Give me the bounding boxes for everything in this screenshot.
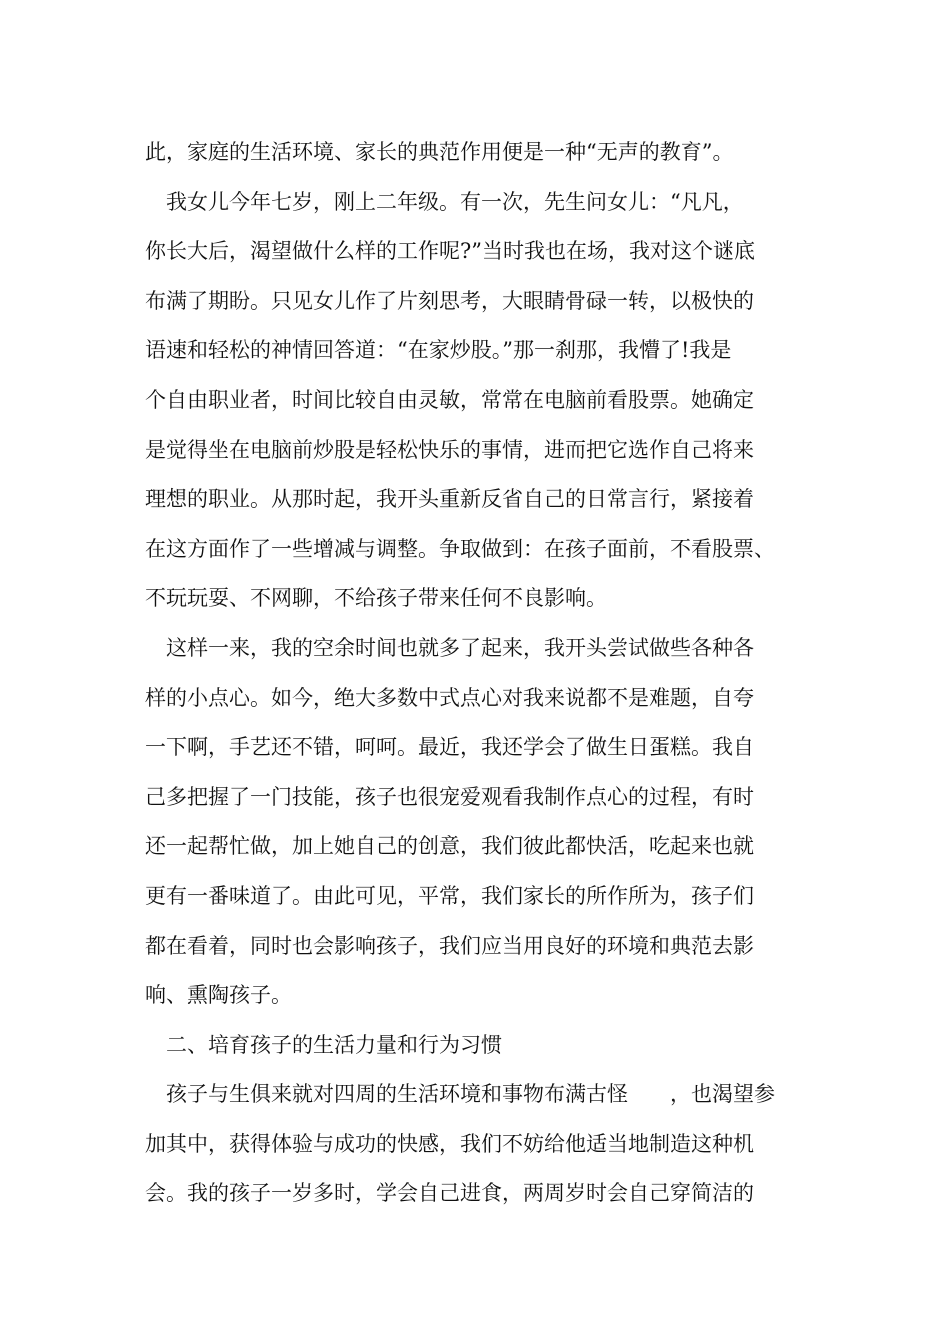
text-line: 此，家庭的生活环境、家长的典范作用便是一种“无声的教育”。 — [145, 140, 734, 164]
text-line: 在这方面作了一些增减与调整。争取做到：在孩子面前，不看股票、 — [145, 536, 775, 561]
section-heading: 二、培育孩子的生活力量和行为习惯 — [166, 1032, 502, 1057]
text-line: 样的小点心。如今，绝大多数中式点心对我来说都不是难题，自夸 — [145, 685, 754, 710]
text-line: 己多把握了一门技能，孩子也很宠爱观看我制作点心的过程，有时 — [145, 784, 754, 809]
text-line: 响、熏陶孩子。 — [145, 983, 292, 1008]
text-line: 加其中，获得体验与成功的快感，我们不妨给他适当地制造这种机 — [145, 1131, 754, 1156]
document-body — [145, 128, 835, 1219]
text-line: 布满了期盼。只见女儿作了片刻思考，大眼睛骨碌一转，以极快的 — [145, 288, 754, 313]
text-line: 个自由职业者，时间比较自由灵敏，常常在电脑前看股票。她确定 — [145, 387, 754, 412]
text-line: 一下啊，手艺还不错，呵呵。最近，我还学会了做生日蛋糕。我自 — [145, 735, 754, 760]
text-line: 还一起帮忙做，加上她自己的创意，我们彼此都快活，吃起来也就 — [145, 834, 754, 859]
text-line: 都在看着，同时也会影响孩子，我们应当用良好的环境和典范去影 — [145, 933, 754, 958]
text-line: 语速和轻松的神情回答道：“在家炒股。”那一刹那，我懵了!我是 — [145, 338, 732, 363]
text-line: 会。我的孩子一岁多时，学会自己进食，两周岁时会自己穿简洁的 — [145, 1181, 754, 1206]
text-line: 你长大后，渴望做什么样的工作呢?”当时我也在场，我对这个谜底 — [145, 239, 755, 264]
text-line: 理想的职业。从那时起，我开头重新反省自己的日常言行，紧接着 — [145, 487, 754, 512]
paragraph-start-line: 这样一来，我的空余时间也就多了起来，我开头尝试做些各种各 — [166, 635, 754, 660]
paragraph-start-line: 我女儿今年七岁，刚上二年级。有一次，先生问女儿：“凡凡， — [166, 189, 744, 214]
text-line: 不玩玩耍、不网聊，不给孩子带来任何不良影响。 — [145, 586, 607, 611]
paragraph-start-line: 孩子与生俱来就对四周的生活环境和事物布满古怪 ，也渴望参 — [166, 1082, 775, 1107]
text-line: 是觉得坐在电脑前炒股是轻松快乐的事情，进而把它选作自己将来 — [145, 437, 754, 462]
text-line: 更有一番味道了。由此可见，平常，我们家长的所作所为，孩子们 — [145, 883, 754, 908]
